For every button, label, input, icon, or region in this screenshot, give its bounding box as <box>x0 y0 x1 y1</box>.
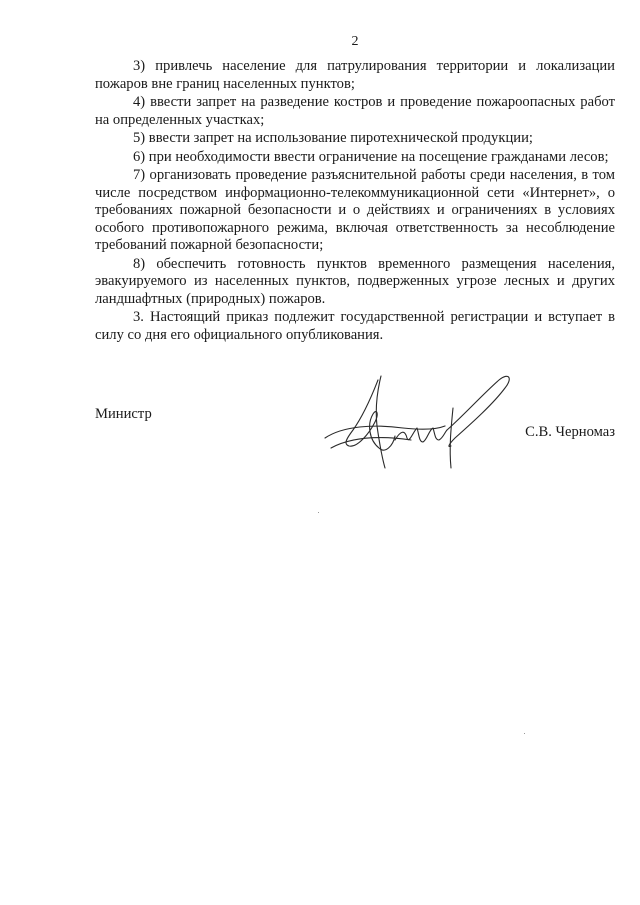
page-number: 2 <box>351 34 359 49</box>
scan-speck <box>524 733 525 734</box>
paragraph: 3. Настоящий приказ подлежит государственной регистрации и вступает в силу со дня его официального опубликования. <box>95 309 615 343</box>
document-body <box>95 58 615 345</box>
paragraph: 7) организовать проведение разъяснительной работы среди населения, в том числе посредством информационно-телекоммуникационной сети «Интернет», о требованиях пожарной безопасности и о действиях и ограничениях в условиях особого противопожарного режима, включая ответственность за несоблюдение требований пожарной безопасности; <box>95 167 615 253</box>
paragraph: 6) при необходимости ввести ограничение на посещение гражданами лесов; <box>133 148 609 165</box>
position-title: Министр <box>95 406 152 422</box>
signature-block <box>95 360 615 470</box>
signer-name: С.В. Черномаз <box>525 424 615 440</box>
paragraph: 4) ввести запрет на разведение костров и проведение пожароопасных работ на определенных участках; <box>95 94 615 128</box>
paragraph: 3) привлечь население для патрулирования территории и локализации пожаров вне границ населенных пунктов; <box>95 58 615 92</box>
paragraph: 8) обеспечить готовность пунктов временного размещения населения, эвакуируемого из населенных пунктов, подверженных угрозе лесных и других ландшафтных (природных) пожаров. <box>95 255 615 307</box>
scan-speck <box>318 512 319 513</box>
paragraph: 5) ввести запрет на использование пиротехнической продукции; <box>133 130 533 146</box>
handwritten-signature <box>323 368 513 473</box>
